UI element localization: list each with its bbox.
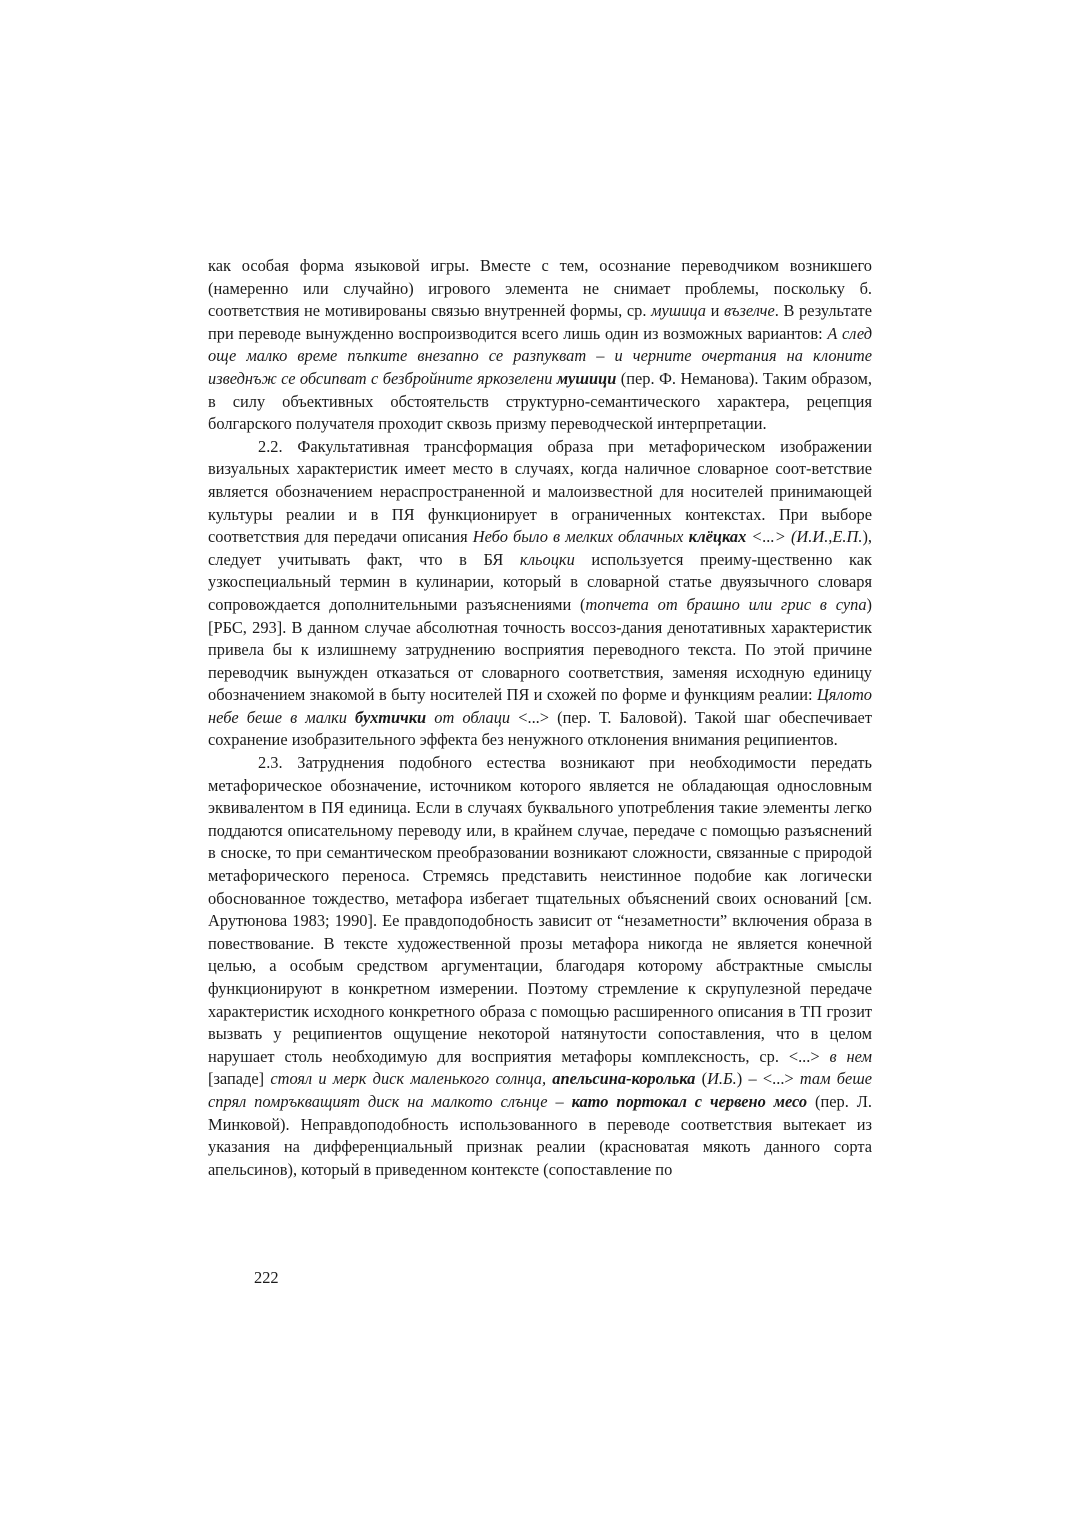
text-run: [западе] — [208, 1069, 271, 1089]
body-text — [208, 255, 872, 1181]
text-run: . В результате при переводе вынужденно воспроизводится всего лишь один из возможных вариантов: — [208, 301, 873, 343]
italic-quote: кльоцки — [519, 549, 575, 569]
italic-quote: И.Б. — [707, 1069, 737, 1089]
bold-italic-term: като портокал с червено месо — [571, 1091, 808, 1111]
italic-quote: топчета от брашно или грис в супа — [585, 594, 867, 614]
text-run: ) [РБС, 293]. В данном случае абсолютная точность воссоз-дания денотативных характеристик привела бы к излишнему затруднению восприятия переводного текста. По этой причине переводчик вынужден отказаться от словарного соответствия, заменяя исходную единицу обозначением знакомой в быту носителей ПЯ и схожей по форме и функциям реалии: — [208, 594, 872, 705]
bold-italic-term: мушици — [556, 368, 617, 388]
text-run: <...> (пер. Т. Баловой). Такой шаг обеспечивает сохранение изобразительного эффекта без ненужного отклонения внимания реципиентов. — [208, 707, 872, 750]
text-run: используется преиму-щественно как узкоспециальный термин в кулинарии, который в словарной статье двуязычного словаря сопровождается дополнительными разъяснениями ( — [208, 549, 872, 614]
bold-term — [689, 527, 747, 546]
italic-quote: И.И.,Е.П. — [796, 527, 863, 547]
text-run: (пер. Ф. Неманова). Таким образом, в силу объективных обстоятельств структурно-семантического характера, рецепция болгарского получателя проходит сквозь призму переводческой интерпретации. — [208, 368, 872, 434]
italic-quote: Небо было в мелких облачных — [472, 527, 689, 547]
italic-quote: <...> ( — [746, 527, 797, 547]
text-run: и — [706, 301, 725, 321]
bold-term — [552, 1069, 695, 1088]
text-run: 2.2. Факультативная трансформация образа при метафорическом изображении визуальных характеристик имеет место в случаях, когда наличное словарное соот-ветствие является обозначением нераспространенной и малоизвестной для носителей принимающей культуры реалии и в ПЯ функционирует в ограниченных контекстах. При выборе соответствия для передачи описания — [208, 436, 872, 547]
bold-term — [355, 708, 426, 727]
italic-quote: от облаци — [426, 707, 511, 727]
italic-quote: мушица — [651, 301, 706, 321]
paragraph — [208, 436, 872, 752]
bold-term — [572, 1092, 808, 1111]
italic-quote: стоял и мерк диск маленького солнца, — [270, 1069, 553, 1089]
italic-quote: там беше спрял помръкващият диск на малкото слънце – — [208, 1069, 872, 1111]
italic-quote: А след още малко време пъпките внезапно се разпукват – и черните очертания на клоните изведнъж се обсипват с безбройните яркозелени — [208, 323, 872, 388]
text-run: ), следует учитывать факт, что в БЯ — [208, 527, 872, 569]
bold-italic-term: клёцках — [688, 527, 747, 547]
bold-italic-term: апельсина-королька — [552, 1069, 696, 1089]
italic-quote: Цялото небе беше в малки — [208, 685, 872, 727]
text-run: ) – <...> — [736, 1069, 800, 1089]
bold-italic-term: бухтички — [355, 707, 427, 727]
italic-quote: в нем — [829, 1046, 873, 1066]
text-run: как особая форма языковой игры. Вместе с тем, осознание переводчиком возникшего (намеренно или случайно) игрового элемента не снимает проблемы, поскольку б. соответствия не мотивированы связью внутренней формы, ср. — [208, 256, 872, 321]
paragraph — [208, 255, 872, 436]
italic-quote: възелче — [724, 301, 775, 321]
text-run: 2.3. Затруднения подобного естества возникают при необходимости передать метафорическое обозначение, источником которого является не обладающая однословным эквивалентом в ПЯ единица. Если в случаях буквального употребления такие элементы легко поддаются описательному переводу или, в крайнем случае, передаче с помощью разъяснений в сноске, то при семантическом преобразовании возникают сложности, связанные с природой метафорического переноса. Стремясь представить неистинное подобие как логически обоснованное тождество, метафора избегает тщательных объяснений своих оснований [см. Арутюнова 1983; 1990]. Ее правдоподобность зависит от “незаметности” включения образа в повествование. В тексте художественной прозы метафора никогда не является конечной целью, а особым средством аргументации, благодаря которому абстрактные смыслы функционируют в конкретном измерении. Поэтому стремление к скрупулезной передаче характеристик исходного конкретного образа с помощью расширенного описания в ТП грозит вызвать у реципиентов ощущение некоторой натянутости сопоставления, что в целом нарушает столь необходимую для восприятия метафоры комплексность, ср. <...> — [208, 753, 872, 1066]
paragraph — [208, 752, 872, 1181]
page-number: 222 — [254, 1268, 279, 1287]
text-run: ( — [695, 1069, 708, 1089]
bold-term — [557, 369, 617, 388]
text-run: (пер. Л. Минковой). Неправдоподобность использованного в переводе соответствия вытекает из указания на дифференциальный признак реалии (красноватая мякоть данного сорта апельсинов), который в приведенном контексте (сопоставление по — [208, 1091, 872, 1179]
